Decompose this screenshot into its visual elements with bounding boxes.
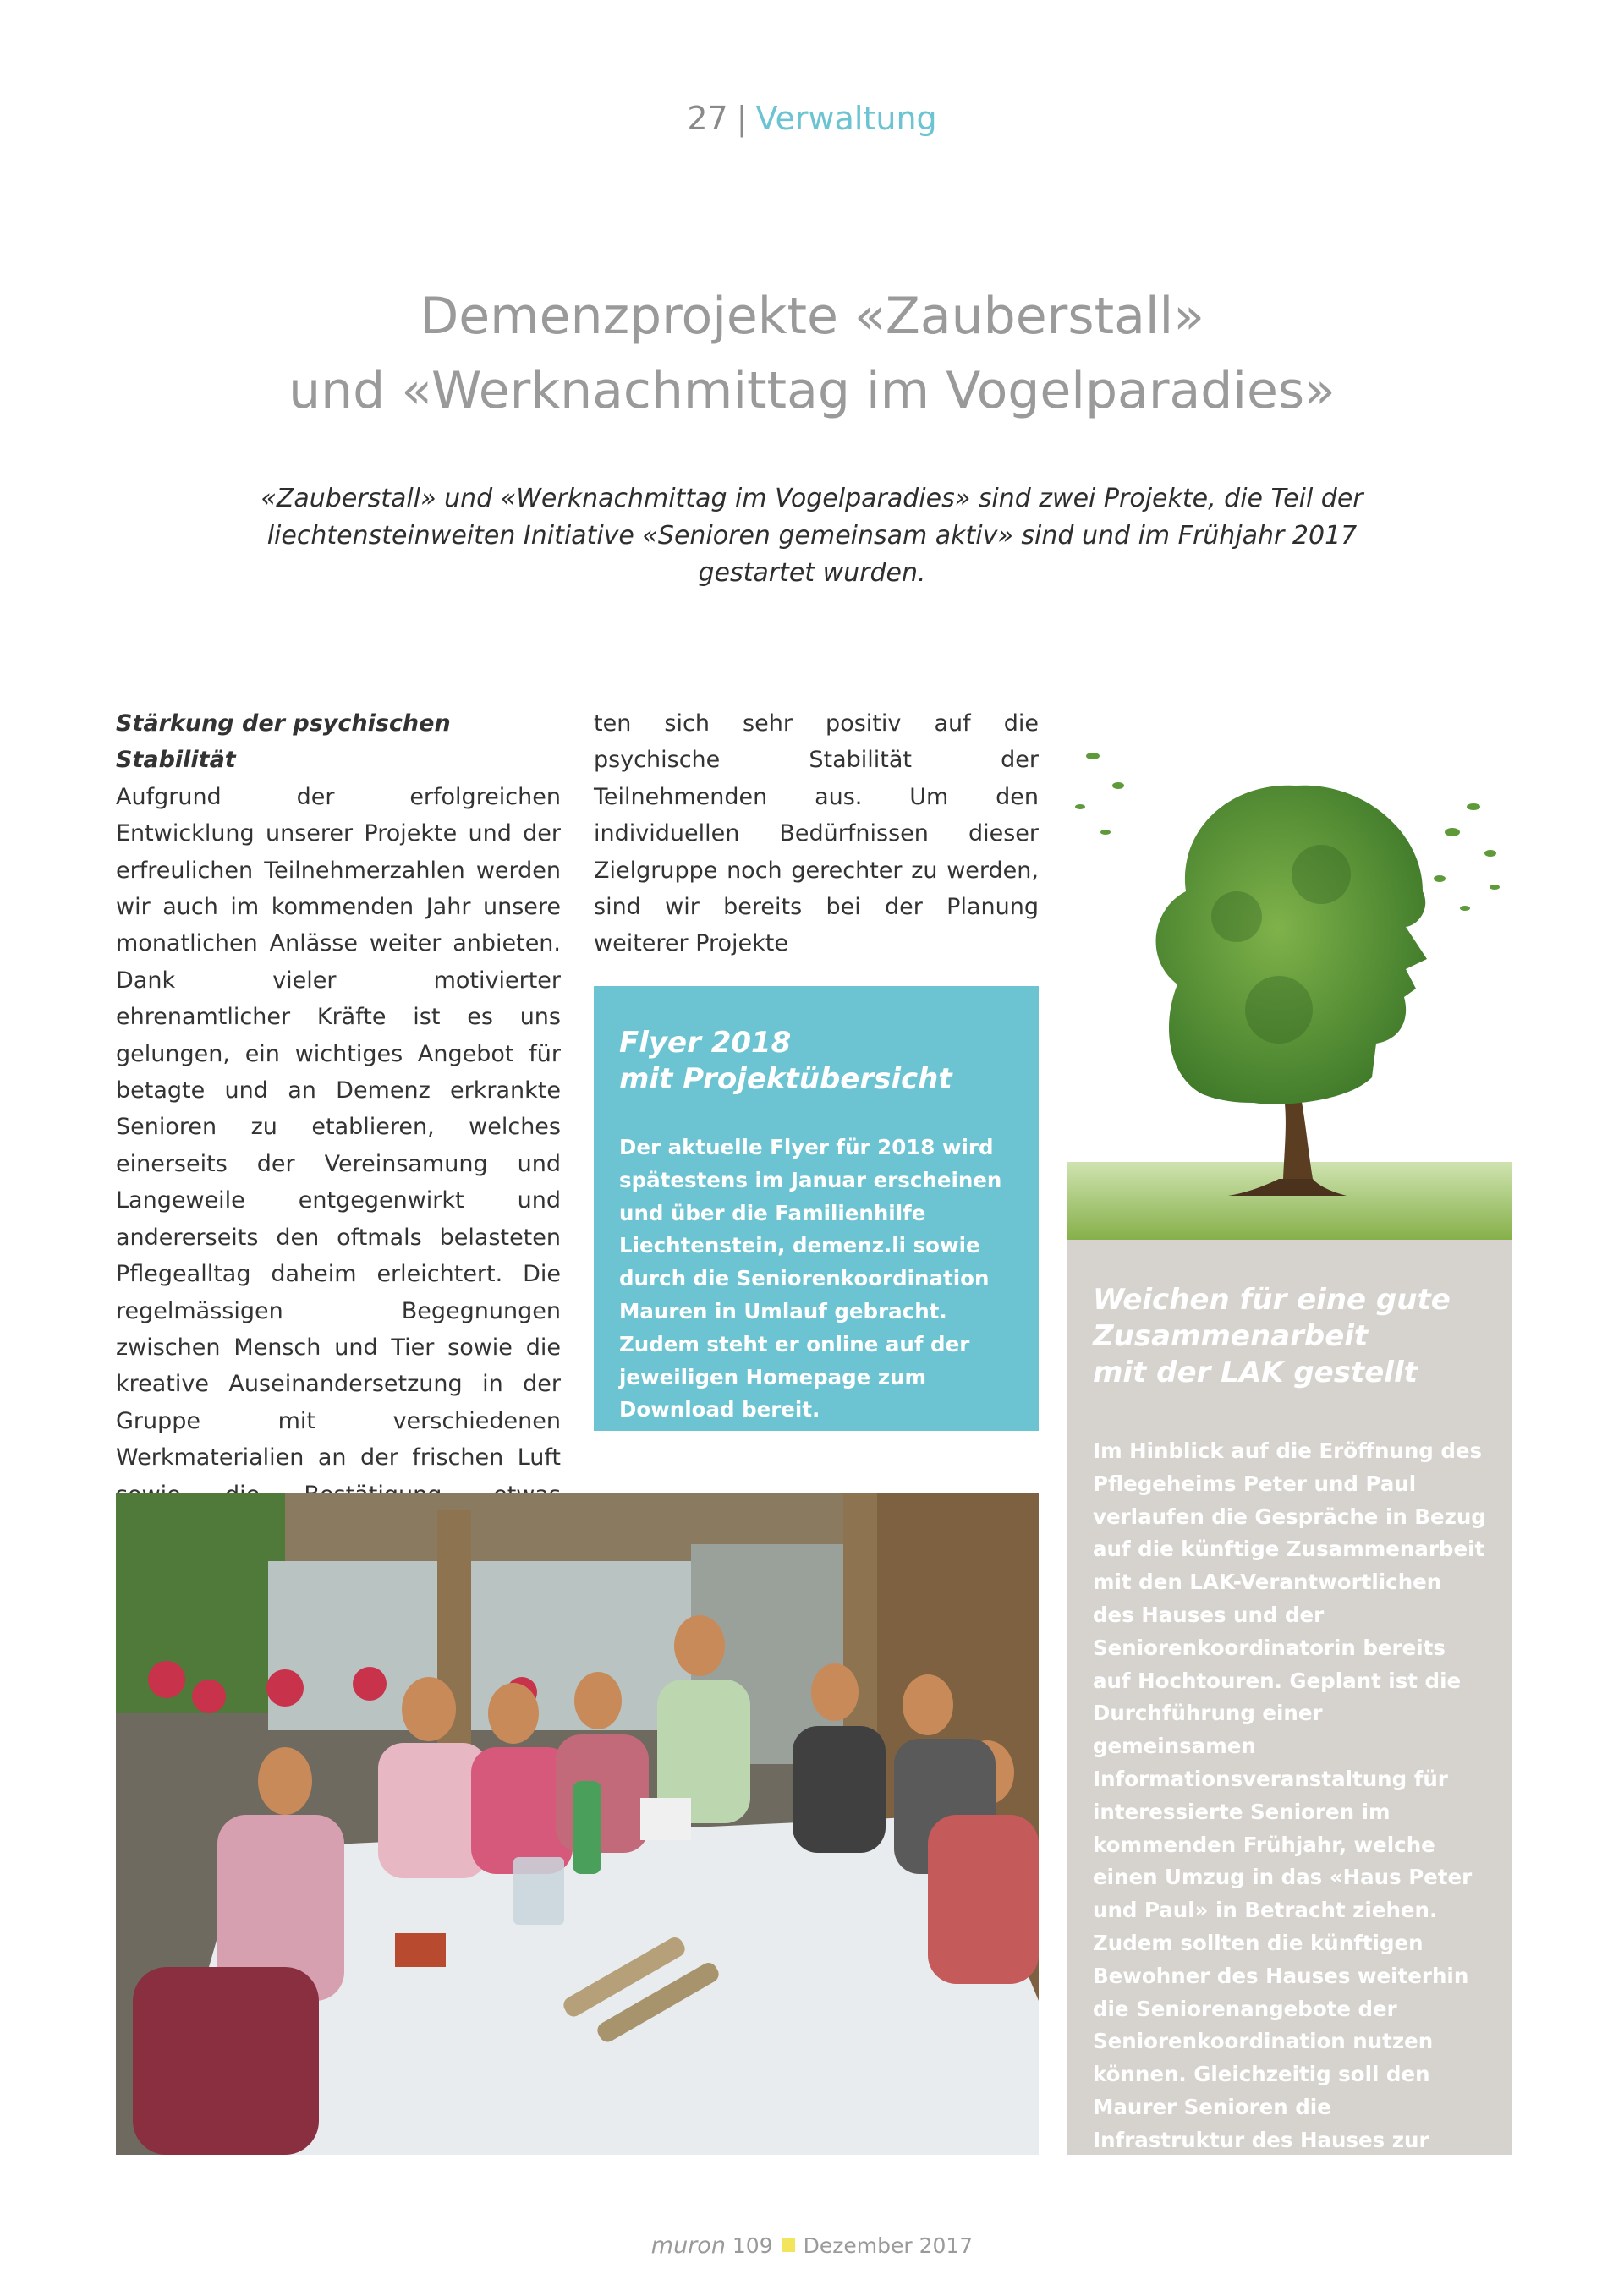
title-line-1: Demenzprojekte «Zauberstall»: [420, 287, 1204, 346]
lak-title-line-2: Zusammenarbeit: [1093, 1319, 1369, 1353]
section-name: Verwaltung: [755, 100, 937, 137]
flyer-title-line-1: Flyer 2018: [619, 1026, 792, 1060]
seniors-workshop-photo: [116, 1493, 1039, 2155]
flyer-box-title: [619, 1025, 1013, 1098]
article-column-1: [116, 705, 561, 1549]
article-column-2: [594, 705, 1039, 962]
article-subheading: Stärkung der psychischen Stabilität: [116, 710, 451, 774]
flyer-info-box: [594, 986, 1039, 1431]
page-number: 27: [687, 100, 728, 137]
page-header: [0, 100, 1624, 137]
lak-box-title: [1093, 1282, 1487, 1391]
issue-number: 109: [732, 2233, 773, 2258]
lead-paragraph: «Zauberstall» und «Werknachmittag im Vogelparadies» sind zwei Projekte, die Teil der liechtensteinweiten Initiative «Senioren gemeinsam aktiv» sind und im Frühjahr 2017 gestartet wurden.: [261, 484, 1363, 588]
lak-box-text: Im Hinblick auf die Eröffnung des Pflegeheims Peter und Paul verlaufen die Gespräche in Bezug auf die künftige Zusammenarbeit mit den LAK-Verantwortlichen des Hauses und der Seniorenkoordinatorin bereits auf Hochtouren. Geplant ist die Durchführung einer gemeinsamen Informationsveranstaltung für interessierte Senioren im kommenden Frühjahr, welche einen Umzug in das «Haus Peter und Paul» in Betracht ziehen. Zudem sollten die künftigen Bewohner des Hauses weiterhin die Seniorenangebote der Seniorenkoordination nutzen können. Gleichzeitig soll den Maurer Senioren die Infrastruktur des Hauses zur Verfügung stehen. Im Bereich der Freiwilligenarbeit wird eine enge Kooperation angestrebt.: [1093, 1438, 1486, 2251]
flyer-box-text: Der aktuelle Flyer für 2018 wird spätestens im Januar erscheinen und über die Familienhilfe Liechtenstein, demenz.li sowie durch die Seniorenkoordination Mauren in Umlauf gebracht. Zudem steht er online auf der jeweiligen Homepage zum Download bereit.: [619, 1135, 1002, 1422]
lak-title-line-3: mit der LAK gestellt: [1093, 1356, 1418, 1389]
lak-info-box: [1067, 1240, 1512, 2251]
lak-title-line-1: Weichen für eine gute: [1093, 1283, 1451, 1317]
magazine-name: muron: [650, 2233, 726, 2259]
issue-date: Dezember 2017: [803, 2233, 974, 2258]
page-footer: [0, 2233, 1624, 2259]
article-text-1: Aufgrund der erfolgreichen Entwicklung unserer Projekte und der erfreulichen Teilnehmerzahlen werden wir auch im kommenden Jahr unsere monatlichen Anlässe weiter anbieten. Dank vieler motivierter ehrenamtlicher Kräfte ist es uns gelungen, ein wichtiges Angebot für betagte und an Demenz erkrankte Senioren zu etablieren, welches einerseits der Vereinsamung und Langeweile entgegenwirkt und andererseits den oftmals belasteten Pflegealltag daheim erleichtert. Die regelmässigen Begegnungen zwischen Mensch und Tier sowie die kreative Auseinandersetzung in der Gruppe mit verschiedenen Werkmaterialien an der frischen Luft: [116, 783, 561, 1471]
header-separator: |: [736, 100, 748, 137]
page-title: [0, 279, 1624, 428]
title-line-2: und «Werknachmittag im Vogelparadies»: [288, 361, 1336, 420]
tree-head-illustration: [1067, 705, 1512, 1240]
article-text-2: ten sich sehr positiv auf die psychische Stabilität der Teilnehmenden aus. Um den individuellen Bedürfnissen dieser Zielgruppe noch gerechter zu werden, sind wir bereits bei der Planung weiterer Projekte: [594, 710, 1039, 957]
footer-square-icon: [782, 2238, 795, 2252]
flyer-title-line-2: mit Projektübersicht: [619, 1062, 952, 1096]
